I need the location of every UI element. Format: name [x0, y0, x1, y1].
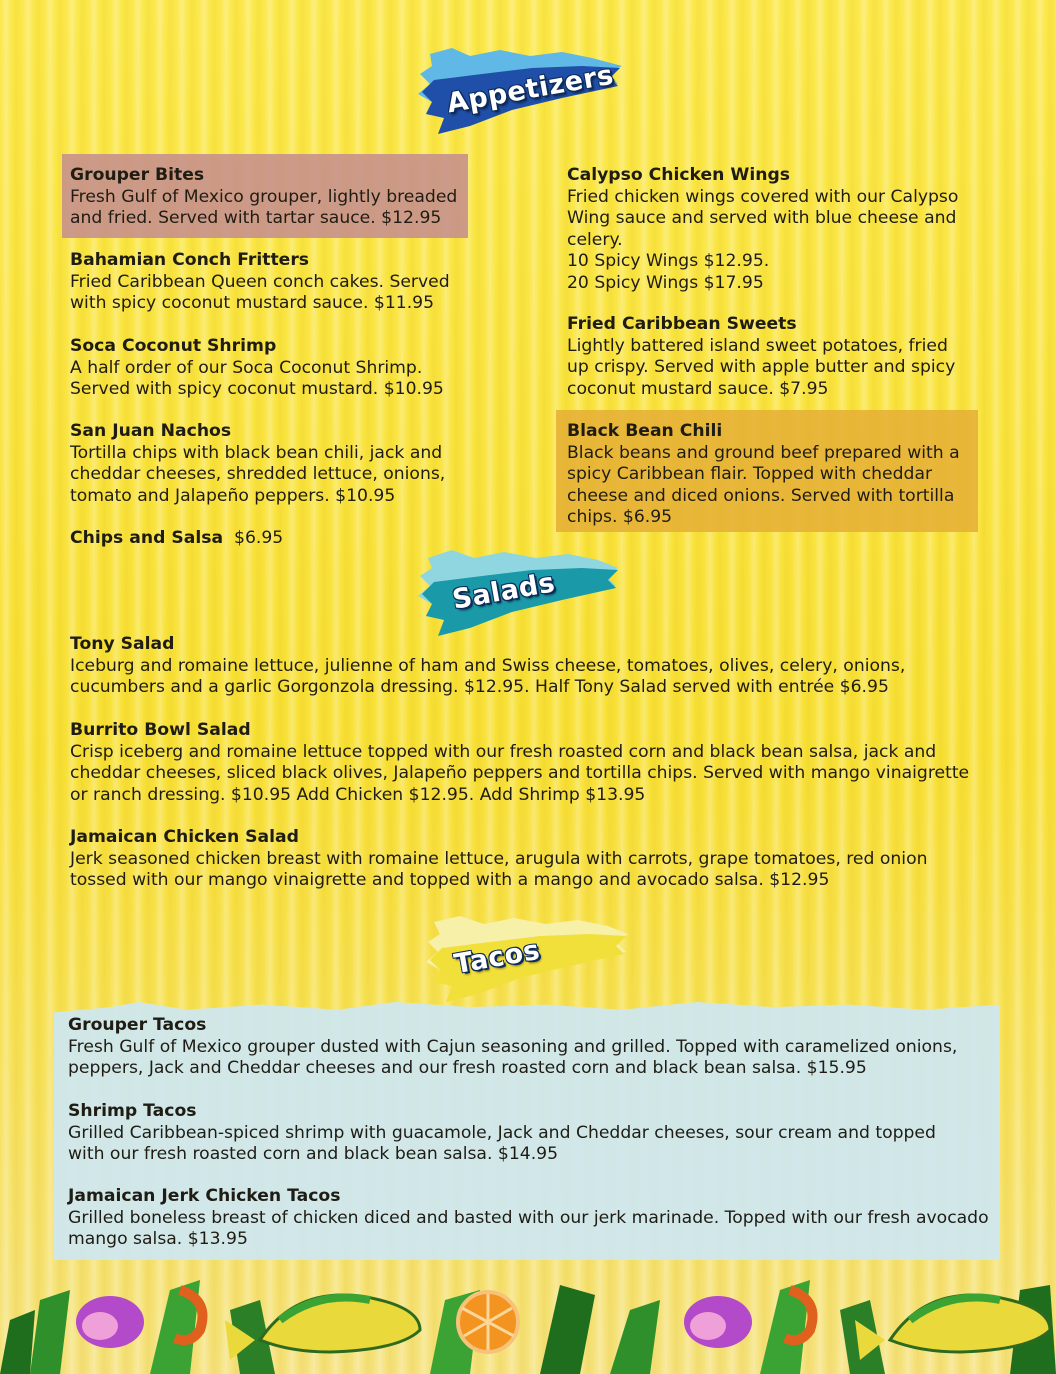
item-name: Jamaican Jerk Chicken Tacos	[68, 1186, 341, 1206]
leaf-icon	[0, 1280, 1056, 1374]
orange-slice-icon	[458, 1292, 518, 1352]
tacos-banner	[420, 912, 632, 1004]
item-description: Lightly battered island sweet potatoes, fried up crispy. Served with apple butter and spicy coconut mustard sauce. $7.95	[567, 335, 956, 399]
item-name: Burrito Bowl Salad	[70, 720, 251, 740]
item-description: Crisp iceberg and romaine lettuce topped with our fresh roasted corn and black bean salsa, jack and cheddar cheeses, sliced black olives, Jalapeño peppers and tortilla chips. Served with mango vinaigrette or ranch dressing. $10.95 Add Chicken $12.95. Add Shrimp $13.95	[70, 741, 970, 805]
item-description: Fried chicken wings covered with our Calypso Wing sauce and served with blue cheese and celery. 10 Spicy Wings $12.95. 20 Spicy Wings $17.95	[567, 186, 959, 293]
item-price: $6.95	[234, 528, 284, 548]
menu-item-fried-caribbean-sweets	[567, 314, 955, 400]
footer-decoration	[0, 1260, 1056, 1374]
menu-item-calypso-chicken-wings	[567, 165, 958, 294]
item-name: Soca Coconut Shrimp	[70, 336, 277, 356]
appetizers-title: Appetizers	[444, 59, 616, 120]
item-name: Chips and Salsa	[70, 528, 224, 548]
tacos-title: Tacos	[451, 934, 543, 981]
appetizers-banner	[412, 44, 628, 136]
menu-item-grouper-bites	[70, 165, 457, 230]
item-name: Calypso Chicken Wings	[567, 165, 791, 185]
menu-item-shrimp-tacos	[68, 1101, 936, 1166]
item-description: Fried Caribbean Queen conch cakes. Served with spicy coconut mustard sauce. $11.95	[70, 271, 450, 313]
menu-item-soca-coconut-shrimp	[70, 336, 444, 401]
item-description: Jerk seasoned chicken breast with romaine lettuce, arugula with carrots, grape tomatoes, red onion tossed with our mango vinaigrette and topped with a mango and avocado salsa. $12.95	[70, 848, 928, 890]
item-description: A half order of our Soca Coconut Shrimp. Served with spicy coconut mustard. $10.95	[70, 357, 444, 399]
item-description: Fresh Gulf of Mexico grouper dusted with Cajun seasoning and grilled. Topped with caramelized onions, peppers, Jack and Cheddar cheeses and our fresh roasted corn and black bean salsa. $15.95	[68, 1036, 958, 1078]
item-name: Bahamian Conch Fritters	[70, 250, 310, 270]
menu-item-bahamian-conch-fritters	[70, 250, 450, 315]
item-name: Grouper Tacos	[68, 1015, 207, 1035]
item-description: Grilled boneless breast of chicken diced and basted with our jerk marinade. Topped with our fresh avocado mango salsa. $13.95	[68, 1207, 989, 1249]
item-name: Black Bean Chili	[567, 421, 723, 441]
menu-item-chips-and-salsa	[70, 528, 283, 550]
item-description: Black beans and ground beef prepared with a spicy Caribbean flair. Topped with cheddar cheese and diced onions. Served with tortilla chips. $6.95	[567, 442, 960, 527]
item-name: San Juan Nachos	[70, 421, 232, 441]
item-name: Jamaican Chicken Salad	[70, 827, 299, 847]
item-name: Grouper Bites	[70, 165, 205, 185]
menu-item-burrito-bowl-salad	[70, 720, 969, 806]
item-name: Tony Salad	[70, 634, 175, 654]
salads-banner	[412, 546, 624, 638]
item-description: Fresh Gulf of Mexico grouper, lightly breaded and fried. Served with tartar sauce. $12.95	[70, 186, 458, 228]
tropical-border	[0, 1260, 1056, 1374]
item-name: Fried Caribbean Sweets	[567, 314, 797, 334]
item-description: Iceburg and romaine lettuce, julienne of ham and Swiss cheese, tomatoes, olives, celery, onions, cucumbers and a garlic Gorgonzola dressing. $12.95. Half Tony Salad served with entrée $6.95	[70, 655, 906, 697]
menu-item-tony-salad	[70, 634, 905, 699]
item-description: Grilled Caribbean-spiced shrimp with guacamole, Jack and Cheddar cheeses, sour cream and topped with our fresh roasted corn and black bean salsa. $14.95	[68, 1122, 936, 1164]
salads-title: Salads	[450, 567, 558, 616]
menu-item-jamaican-chicken-salad	[70, 827, 927, 892]
item-name: Shrimp Tacos	[68, 1101, 197, 1121]
menu-item-jamaican-jerk-chicken-tacos	[68, 1186, 989, 1251]
menu-item-san-juan-nachos	[70, 421, 445, 507]
menu-item-black-bean-chili	[567, 421, 960, 529]
item-description: Tortilla chips with black bean chili, jack and cheddar cheeses, shredded lettuce, onions, tomato and Jalapeño peppers. $10.95	[70, 442, 446, 506]
menu-item-grouper-tacos	[68, 1015, 957, 1080]
